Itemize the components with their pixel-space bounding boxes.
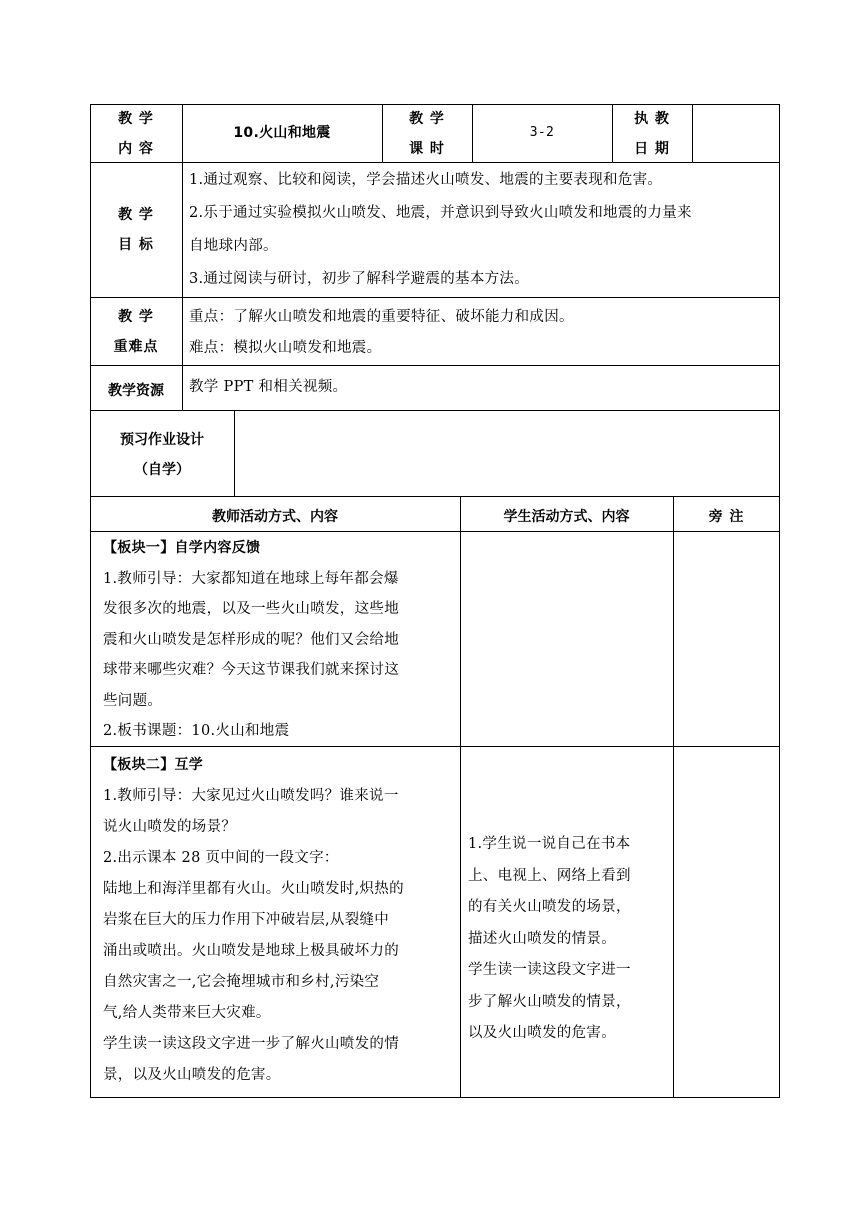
student-line: 以及火山喷发的危害。 (468, 1025, 616, 1041)
student-column-header: 学生活动方式、内容 (503, 509, 630, 525)
block1-title: 【板块一】自学内容反馈 (103, 540, 261, 556)
block2-line: 气,给人类带来巨大灾难。 (103, 1005, 271, 1021)
student-line: 1.学生说一说自己在书本 (468, 836, 631, 852)
block1-line: 球带来哪些灾难？今天这节课我们就来探讨这 (103, 662, 399, 678)
block1-line: 震和火山喷发是怎样形成的呢？他们又会给地 (103, 631, 399, 648)
block2-line: 自然灾害之一,它会掩埋城市和乡村,污染空 (103, 974, 380, 990)
block1-line: 2.板书课题：10.火山和地震 (103, 723, 290, 739)
goal-item: 1.通过观察、比较和阅读，学会描述火山喷发、地震的主要表现和危害。 (189, 172, 663, 188)
block2-line: 1.教师引导：大家见过火山喷发吗？谁来说一 (103, 788, 399, 804)
goal-item: 2.乐于通过实验模拟火山喷发、地震，并意识到导致火山喷发和地震的力量来 (189, 205, 692, 221)
hours-label: 教 学 课 时 (409, 111, 445, 157)
goal-item: 自地球内部。 (189, 238, 278, 254)
student-line: 学生读一读这段文字进一 (468, 962, 631, 978)
resources-label: 教学资源 (108, 383, 164, 399)
student-line: 描述火山喷发的情景。 (468, 930, 616, 947)
content-label: 教 学 内 容 (118, 111, 154, 157)
goal-item: 3.通过阅读与研讨，初步了解科学避震的基本方法。 (189, 271, 530, 287)
teacher-column-header: 教师活动方式、内容 (212, 509, 338, 525)
block1-line: 1.教师引导：大家都知道在地球上每年都会爆 (103, 570, 399, 587)
block2-line: 学生读一读这段文字进一步了解火山喷发的情 (103, 1036, 399, 1052)
block2-line: 景，以及火山喷发的危害。 (103, 1067, 281, 1083)
goals-label: 教 学 目 标 (118, 207, 154, 253)
lesson-title: 10.火山和地震 (233, 125, 331, 141)
goals-list (189, 164, 779, 296)
date-label: 执 教 日 期 (634, 111, 670, 157)
preview-label: 预习作业设计 （自学） (120, 432, 204, 478)
block1-line: 发很多次的地震，以及一些火山喷发，这些地 (103, 601, 399, 617)
key-point-item: 重点：了解火山喷发和地震的重要特征、破坏能力和成因。 (189, 309, 574, 325)
block2-title: 【板块二】互学 (103, 757, 204, 773)
key-points-list (189, 302, 779, 364)
block2-student (468, 829, 672, 1050)
resources-value: 教学 PPT 和相关视频。 (189, 379, 348, 395)
block2-line: 涌出或喷出。火山喷发是地球上极具破坏力的 (103, 943, 399, 959)
block2-line: 陆地上和海洋里都有火山。火山喷发时,炽热的 (103, 881, 404, 897)
student-line: 步了解火山喷发的情景， (468, 993, 631, 1010)
block2-line: 岩浆在巨大的压力作用下冲破岩层,从裂缝中 (103, 912, 390, 928)
block1-teacher (103, 533, 459, 747)
block1-line: 些问题。 (103, 692, 163, 709)
key-points-label: 教 学 重难点 (113, 309, 159, 355)
key-point-item: 难点：模拟火山喷发和地震。 (189, 340, 382, 356)
block2-line: 2.出示课本 28 页中间的一段文字： (103, 850, 339, 866)
student-line: 的有关火山喷发的场景， (468, 899, 631, 915)
block2-line: 说火山喷发的场景？ (103, 819, 237, 835)
hours-value: 3-2 (529, 125, 555, 140)
student-line: 上、电视上、网络上看到 (468, 867, 631, 884)
block2-teacher (103, 750, 459, 1091)
notes-column-header: 旁 注 (708, 509, 745, 525)
